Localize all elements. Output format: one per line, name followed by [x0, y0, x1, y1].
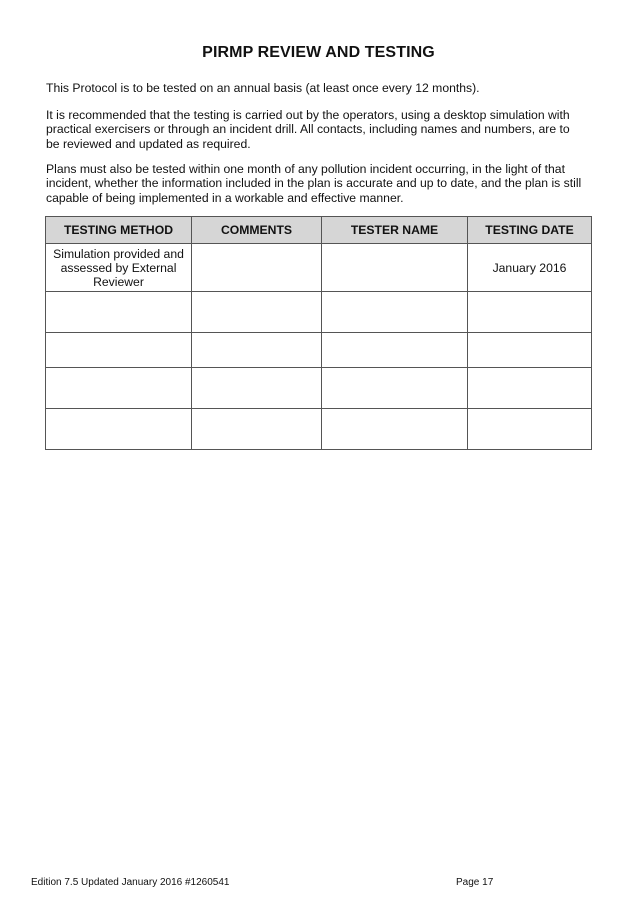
cell-testing-date [468, 368, 592, 409]
cell-tester-name [322, 244, 468, 292]
cell-testing-method [46, 292, 192, 333]
cell-testing-date [468, 292, 592, 333]
cell-testing-date: January 2016 [468, 244, 592, 292]
table-row [46, 368, 592, 409]
cell-comments [192, 368, 322, 409]
header-comments: COMMENTS [192, 217, 322, 244]
cell-tester-name [322, 409, 468, 450]
cell-testing-date [468, 333, 592, 368]
table-row [46, 333, 592, 368]
cell-tester-name [322, 333, 468, 368]
cell-comments [192, 292, 322, 333]
cell-comments [192, 244, 322, 292]
page-title: PIRMP REVIEW AND TESTING [202, 44, 435, 61]
header-tester-name: TESTER NAME [322, 217, 468, 244]
cell-tester-name [322, 368, 468, 409]
testing-table [45, 216, 592, 450]
header-testing-date: TESTING DATE [468, 217, 592, 244]
recommendation-paragraph: It is recommended that the testing is carried out by the operators, using a desktop simulation with practical exercisers or through an incident drill. All contacts, including names and numbers, are to be reviewed and updated as required. [46, 108, 570, 151]
cell-testing-method [46, 368, 192, 409]
cell-testing-method [46, 409, 192, 450]
header-testing-method: TESTING METHOD [46, 217, 192, 244]
cell-tester-name [322, 292, 468, 333]
table-row [46, 292, 592, 333]
intro-paragraph: This Protocol is to be tested on an annual basis (at least once every 12 months). [46, 81, 480, 95]
cell-comments [192, 409, 322, 450]
table-row [46, 244, 592, 292]
cell-testing-method: Simulation provided and assessed by External Reviewer [46, 244, 192, 292]
cell-testing-method [46, 333, 192, 368]
footer-edition: Edition 7.5 Updated January 2016 #1260541 [31, 877, 230, 888]
footer-page-number: Page 17 [456, 877, 494, 888]
incident-testing-paragraph: Plans must also be tested within one month of any pollution incident occurring, in the light of that incident, whether the information included in the plan is accurate and up to date, and the plan is still capable of being implemented in a workable and effective manner. [46, 162, 582, 205]
cell-comments [192, 333, 322, 368]
table-row [46, 409, 592, 450]
cell-testing-date [468, 409, 592, 450]
table-header-row [46, 217, 592, 244]
